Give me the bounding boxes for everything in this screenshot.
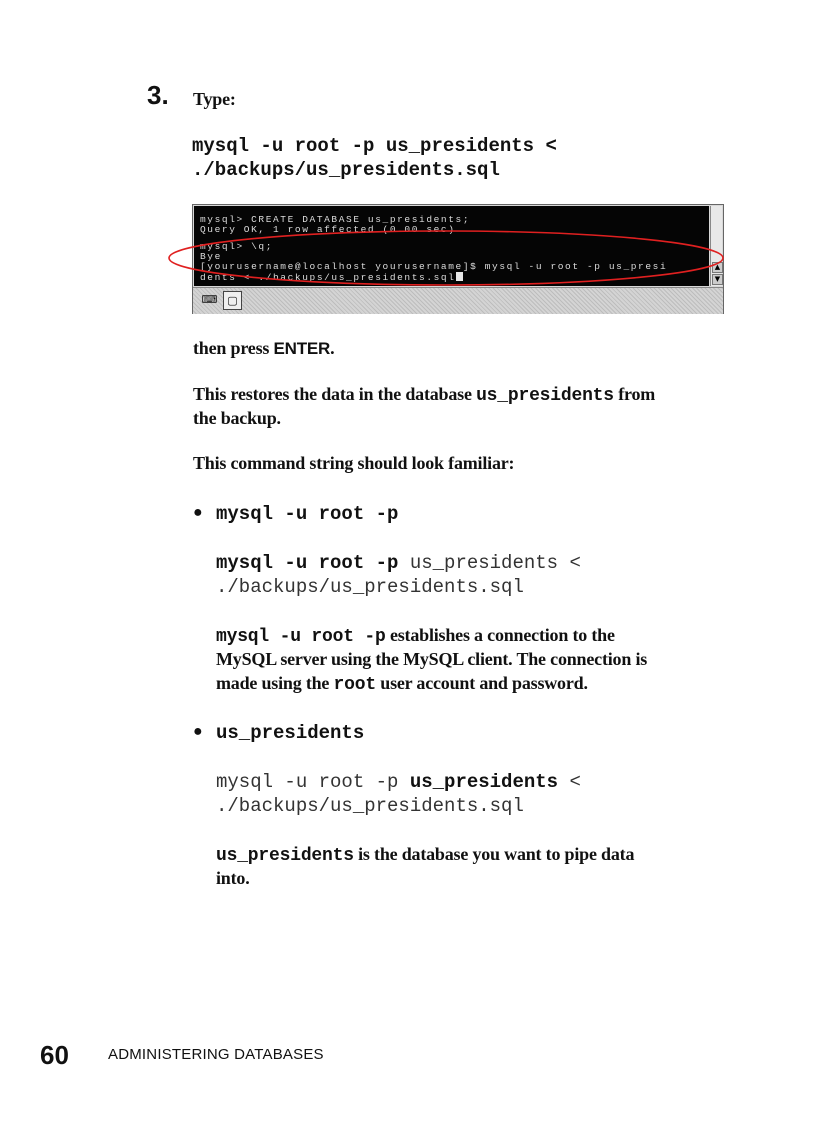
terminal-line-text: dents < ./backups/us_presidents.sql — [200, 272, 456, 283]
terminal-cursor — [456, 272, 463, 281]
restore-text-line-1 — [193, 382, 655, 408]
restore-code: us_presidents — [476, 386, 614, 406]
example-post: < — [558, 771, 581, 793]
arrow-down-icon[interactable]: ▼ — [712, 274, 723, 285]
keyboard-icon[interactable]: ⌨ — [201, 293, 218, 306]
example-pre: mysql -u root -p — [216, 771, 410, 793]
press-prefix: then press — [193, 338, 274, 358]
bullet-icon: ● — [193, 504, 203, 521]
section-title: ADMINISTERING DATABASES — [108, 1046, 324, 1063]
desc-code: mysql -u root -p — [216, 627, 386, 647]
desc-rest: is the database you want to pipe data — [353, 844, 635, 864]
desc-line-1 — [216, 842, 634, 868]
terminal-line: mysql> CREATE DATABASE us_presidents; — [200, 214, 471, 225]
desc-rest: establishes a connection to the — [385, 625, 615, 645]
example-line-1 — [216, 770, 581, 795]
desc-code: root — [333, 675, 376, 695]
example-line-2: ./backups/us_presidents.sql — [216, 576, 524, 598]
arrow-up-icon[interactable]: ▲ — [712, 262, 723, 273]
step-label: Type: — [193, 89, 236, 109]
desc-line-1 — [216, 623, 615, 649]
restore-suffix: from — [613, 384, 656, 404]
press-suffix: . — [330, 338, 335, 358]
example-rest: us_presidents < — [398, 552, 581, 574]
familiar-text: This command string should look familiar: — [193, 453, 515, 473]
bullet-icon: ● — [193, 723, 203, 740]
terminal-line: mysql> \q; — [200, 241, 274, 252]
desc-line-3 — [216, 671, 588, 697]
step-number: 3. — [147, 80, 169, 110]
terminal-line: Bye — [200, 251, 222, 262]
terminal-line: Query OK, 1 row affected (0.00 sec) — [200, 224, 456, 235]
terminal-screenshot — [192, 204, 724, 314]
desc-code: us_presidents — [216, 846, 354, 866]
terminal-screen — [194, 206, 709, 286]
terminal-scrollbar[interactable] — [710, 206, 722, 286]
terminal-line — [200, 272, 463, 283]
example-line-1 — [216, 551, 581, 576]
desc-line-2: MySQL server using the MySQL client. The connection is — [216, 649, 648, 669]
page-number: 60 — [40, 1040, 69, 1070]
command-line-1: mysql -u root -p us_presidents < — [192, 135, 557, 157]
example-bold: us_presidents — [409, 771, 559, 793]
bullet-heading: mysql -u root -p — [216, 503, 399, 525]
press-enter-text — [193, 338, 334, 359]
restore-text-line-2: the backup. — [193, 408, 281, 428]
terminal-line: [yourusername@localhost yourusername]$ mysql -u root -p us_presi — [200, 261, 668, 272]
desc-line-2: into. — [216, 868, 250, 888]
window-icon[interactable]: ▢ — [223, 291, 242, 310]
bullet-heading: us_presidents — [216, 722, 365, 744]
restore-prefix: This restores the data in the database — [193, 384, 477, 404]
desc-suffix: user account and password. — [375, 673, 588, 693]
command-line-2: ./backups/us_presidents.sql — [192, 159, 500, 181]
example-bold: mysql -u root -p — [216, 552, 399, 574]
terminal-toolbar — [193, 287, 723, 314]
enter-key: ENTER — [273, 339, 331, 358]
example-line-2: ./backups/us_presidents.sql — [216, 795, 524, 817]
desc-prefix: made using the — [216, 673, 334, 693]
